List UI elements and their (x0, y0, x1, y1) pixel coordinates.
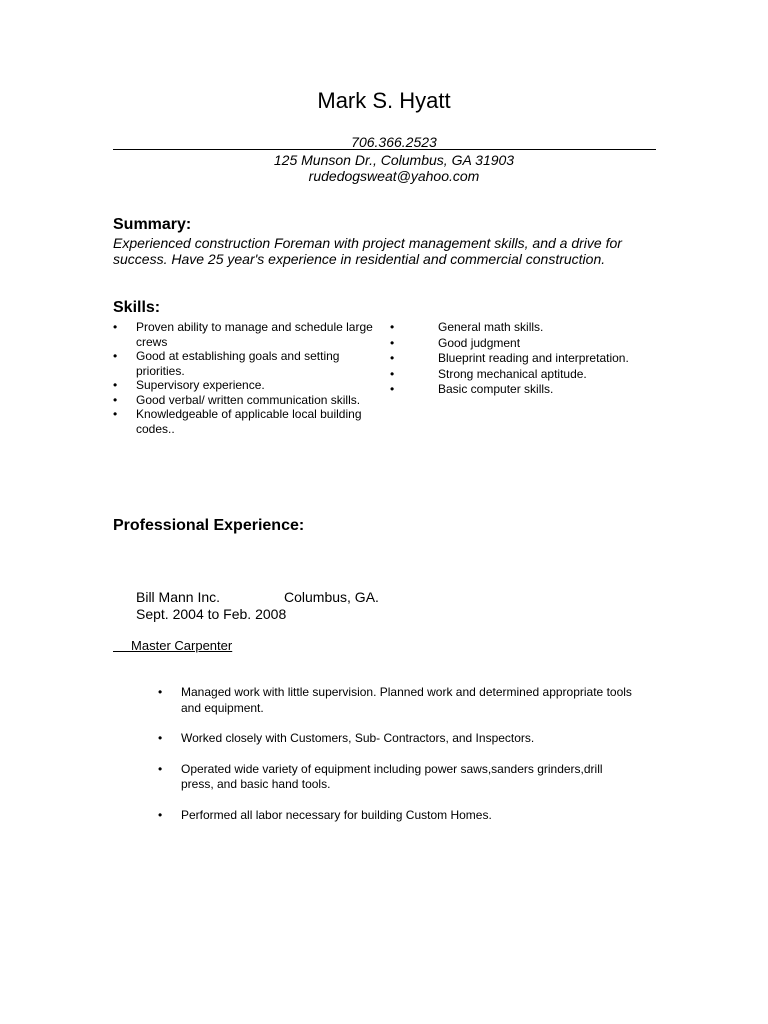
employment-dates: Sept. 2004 to Feb. 2008 (136, 606, 287, 622)
bullet-icon: • (390, 366, 395, 381)
skill-item (390, 320, 650, 335)
skill-text: Blueprint reading and interpretation. (438, 351, 629, 365)
candidate-name: Mark S. Hyatt (317, 88, 451, 113)
bullet-icon: • (113, 392, 118, 407)
duty-item (158, 731, 638, 747)
skill-text: Basic computer skills. (438, 382, 554, 396)
skill-item (113, 349, 375, 378)
duty-item (158, 762, 638, 793)
skill-item (113, 407, 375, 436)
skill-item (113, 378, 375, 393)
duty-text: Operated wide variety of equipment including power saws,sanders grinders,drill press, and basic hand tools. (181, 761, 603, 791)
skill-item (390, 382, 650, 397)
skill-text: Proven ability to manage and schedule large crews (136, 320, 373, 349)
skill-text: General math skills. (438, 320, 544, 334)
bullet-icon: • (113, 378, 118, 392)
duty-text: Performed all labor necessary for building Custom Homes. (181, 807, 492, 822)
duties-list (158, 685, 638, 838)
phone-number: 706.366.2523 (351, 134, 437, 150)
skill-item (390, 367, 650, 382)
duty-item (158, 808, 638, 824)
bullet-icon: • (158, 807, 163, 822)
skill-text: Supervisory experience. (136, 378, 265, 392)
skill-text: Strong mechanical aptitude. (438, 366, 587, 381)
duty-text: Managed work with little supervision. Planned work and determined appropriate tools and equipment. (181, 685, 632, 715)
summary-text: Experienced construction Foreman with project management skills, and a drive for success. Have 25 year's experience in residential and commercial construction. (113, 235, 622, 267)
bullet-icon: • (158, 685, 163, 699)
bullet-icon: • (390, 382, 395, 396)
bullet-icon: • (390, 351, 395, 365)
job-title: Master Carpenter (113, 638, 233, 653)
email-address: rudedogsweat@yahoo.com (308, 168, 480, 184)
bullet-icon: • (113, 349, 118, 363)
skills-heading: Skills: (113, 299, 161, 316)
mailing-address: 125 Munson Dr., Columbus, GA 31903 (273, 152, 515, 168)
skill-item (390, 351, 650, 366)
bullet-icon: • (158, 731, 163, 745)
bullet-icon: • (158, 761, 163, 776)
skill-text: Good at establishing goals and setting priorities. (136, 349, 340, 378)
header-divider (113, 149, 656, 150)
experience-heading: Professional Experience: (113, 517, 305, 534)
skill-text: Good judgment (438, 335, 521, 350)
skill-item (113, 320, 375, 349)
bullet-icon: • (390, 335, 395, 350)
skill-item (390, 336, 650, 351)
bullet-icon: • (113, 320, 118, 334)
bullet-icon: • (390, 320, 395, 334)
skill-text: Good verbal/ written communication skills. (136, 392, 361, 407)
employer-location: Columbus, GA. (284, 589, 379, 605)
skills-list-right (390, 320, 650, 398)
skill-item (113, 393, 375, 408)
duty-text: Worked closely with Customers, Sub- Contractors, and Inspectors. (181, 731, 535, 745)
summary-heading: Summary: (113, 216, 192, 233)
employer-name: Bill Mann Inc. (136, 589, 221, 605)
skills-list-left (113, 320, 375, 436)
skill-text: Knowledgeable of applicable local building codes.. (136, 407, 362, 436)
bullet-icon: • (113, 407, 118, 421)
duty-item (158, 685, 638, 716)
